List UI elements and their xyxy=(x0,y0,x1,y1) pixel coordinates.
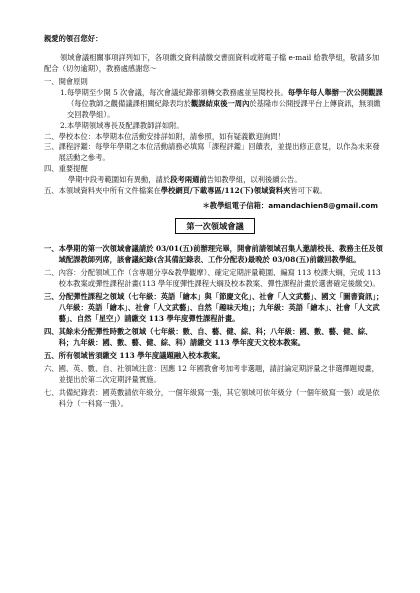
meeting-item-1 xyxy=(44,244,386,266)
email-label: ＊教學組電子信箱： xyxy=(202,201,269,211)
item-label: 三、 xyxy=(44,292,59,302)
greeting: 親愛的領召您好： xyxy=(44,34,103,43)
text-part: 於基隆市公開授課平台上傳資訊，無須繳交回教學組）。 xyxy=(66,98,381,119)
bold-text: 觀課結束後一周內 xyxy=(191,98,250,108)
item-label: 七、 xyxy=(44,387,59,397)
item-label: 六、 xyxy=(44,363,59,373)
item-text: 所有領域皆須繳交 113 學年度議題融入校本教案。 xyxy=(58,350,225,360)
section-title-wrap xyxy=(44,218,386,234)
meeting-section xyxy=(44,244,386,409)
item-1 xyxy=(44,77,386,88)
item-text: 分配彈性課程之領域（七年級：英語「繪本」與「節慶文化」、社會「人文武藝」、國文「圖書資訊」；八年級：英語「繪本」、社會「人文武藝」、自然「趣味天地」；九年級：英語「繪本」、社會「人文武藝」、自然「星空」）請繳交 113 學年度彈性課程計畫。 xyxy=(58,292,384,323)
meeting-item-6 xyxy=(44,364,386,386)
text-part: 皆可下載。 xyxy=(290,186,327,196)
item-label: 一、 xyxy=(44,76,59,86)
email-line xyxy=(44,201,378,212)
item-label: 二、 xyxy=(44,268,59,278)
meeting-item-7 xyxy=(44,388,386,410)
text-part: 學期中段考範圍如有異動，請於 xyxy=(68,175,171,185)
item-label: 四、 xyxy=(44,326,59,336)
item-label: 2. xyxy=(60,120,67,130)
item-label: 五、 xyxy=(44,350,59,360)
item-text: 共備紀錄表：國英數請依年級分，一個年級寫一張，其它領域可依年級分（一個年級寫一張）或是依科分（一科寫一張）。 xyxy=(58,387,380,408)
item-text: 內容：分配領域工作（含專題分享&教學觀摩）、確定定期評量範圍、編寫 113 校課大綱，完成 113 校本教案或彈性課程計畫(113 學年度彈性課程大綱及校本教案、彈性課程計畫於選書確定後繳交)。 xyxy=(58,268,381,289)
item-2 xyxy=(44,132,386,143)
meeting-item-5 xyxy=(44,351,386,362)
bold-text: 每學年每人舉辦一次公開觀課 xyxy=(287,87,383,97)
item-4 xyxy=(44,164,386,175)
bold-text: 段考兩週前 xyxy=(170,175,207,185)
item-label: 三、 xyxy=(44,142,59,152)
item-text: 其餘未分配彈性時數之領域（七年級：數、自、藝、健、綜、科；八年級：國、數、藝、健、綜、科；九年級：國、數、藝、健、綜、科）請繳交 113 學年度天文校本教案。 xyxy=(58,326,373,347)
item-text: 重要提醒 xyxy=(58,164,88,174)
text-part: （每位教師之觀備議課相關紀錄表均於 xyxy=(66,98,192,108)
item-label: 一、 xyxy=(44,244,59,254)
text-part: 本領域資料夾中所有文件檔案在 xyxy=(58,186,161,196)
item-text xyxy=(59,186,386,197)
item-label: 1. xyxy=(60,87,67,97)
item-3 xyxy=(44,142,386,164)
item-text: 課程評鑑：每學年學期之本位活動請務必填寫「課程評鑑」回饋表，並提出修正意見，以作為未來發展活動之參考。 xyxy=(58,142,380,163)
item-text: 學校本位：本學期本位活動安排詳如附，請參照，如有疑義歡迎詢問！ xyxy=(58,131,285,141)
item-text: 國、英、數、自、社領域注意：因應 12 年國教會考加考非選題，請討論定期評量之非選擇題規畫，並提出於第二次定期評量實施。 xyxy=(58,363,379,384)
text-part: 告知教學組，以利後續公告。 xyxy=(206,175,302,185)
email-address: amandachien8@gmail.com xyxy=(268,201,378,211)
item-5 xyxy=(44,186,386,197)
item-1-2 xyxy=(60,121,386,132)
item-label: 二、 xyxy=(44,131,59,141)
item-1-1 xyxy=(60,88,386,121)
item-text: 開會原則 xyxy=(58,76,88,86)
item-text: 本學期領域專長及配課教師詳如附。 xyxy=(66,120,184,130)
intro-paragraph: 領域會議相關事項詳列如下，各項繳交資料請繳交書面資料或將電子檔 e-mail 給教學組，敬請多加配合（切勿逾期），教務處感謝您～ xyxy=(44,52,380,73)
item-text xyxy=(67,88,386,121)
meeting-item-4 xyxy=(44,327,386,349)
section-title: 第一次領域會議 xyxy=(175,218,254,234)
item-4-detail xyxy=(60,175,386,186)
item-text: 本學期的第一次領域會議請於 03/01(五)前辦理完畢，開會前請領域召集人邀請校長、教務主任及領域配課教師列席，該會議紀錄(含其備記錄表、工作分配表)最晚於 03/08(五)前繳回教學組。 xyxy=(58,244,383,265)
meeting-item-2 xyxy=(44,268,386,290)
text-part: 每學期至少開 5 次會議，每次會議紀錄都須轉交教務處並呈閱校長。 xyxy=(66,87,288,97)
item-label: 五、 xyxy=(44,186,59,196)
meeting-item-3 xyxy=(44,292,386,325)
bold-text: 學校網頁/下載專區/112(下)領域資料夾 xyxy=(160,186,291,196)
item-label: 四、 xyxy=(44,164,59,174)
